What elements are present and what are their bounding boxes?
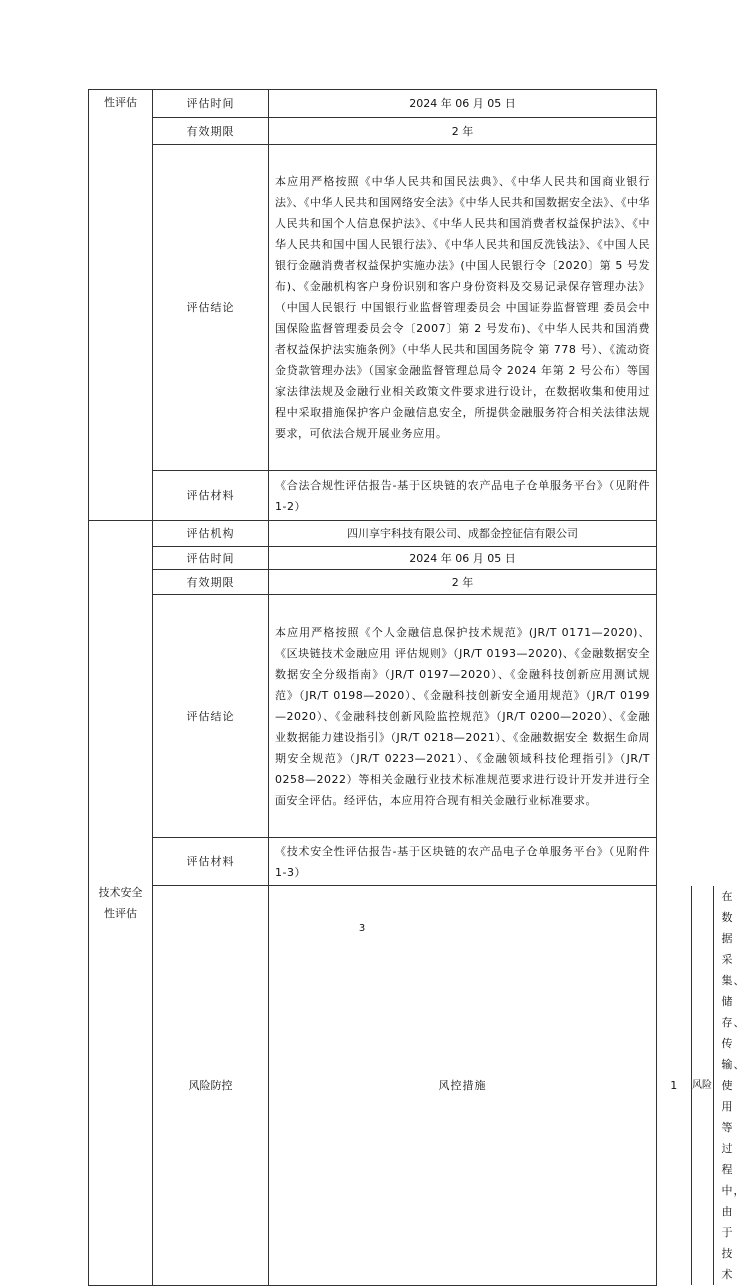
risk-index: 1 xyxy=(657,886,691,1285)
page-number: 3 xyxy=(358,923,366,934)
validity-label: 有效期限 xyxy=(153,118,269,145)
risk-measure-inner: 1 风险 在数据采集、储存、传输、使用等过程中，由于技术 xyxy=(657,886,713,1285)
eval-time-value: 2024 年 06 月 05 日 xyxy=(269,547,657,570)
risk-sub-label: 风险 xyxy=(691,886,713,1285)
section-label-tech-security: 技术安全性评估 xyxy=(89,521,153,1286)
eval-time-value: 2024 年 06 月 05 日 xyxy=(269,90,657,118)
material-label: 评估材料 xyxy=(153,471,269,521)
conclusion-text: 本应用严格按照《个人金融信息保护技术规范》(JR/T 0171—2020)、《区块链技术金融应用 评估规则》（JR/T 0193—2020)、《金融数据安全 数据安全分级指南》（JR/T 0197—2020）、《金融科技创新应用测试规范》（JR/T 0198—2020）、《金融科技创新安全通用规范》（JR/T 0199—2020）、《金融科技创新风险监控规范》（JR/T 0200—2020）、《金融业数据能力建设指引》（JR/T 0218—2021）、《金融数据安全 数据生命周期安全规范》（JR/T 0223—2021）、《金融领域科技伦理指引》（JR/T 0258—2022）等相关金融行业技术标准规范要求进行设计开发并进行全面安全评估。经评估，本应用符合现有相关金融行业标准要求。 xyxy=(269,595,657,838)
eval-org-value: 四川享宇科技有限公司、成都金控征信有限公司 xyxy=(269,521,657,547)
validity-value: 2 年 xyxy=(269,118,657,145)
validity-value: 2 年 xyxy=(269,570,657,595)
eval-time-label: 评估时间 xyxy=(153,90,269,118)
validity-label: 有效期限 xyxy=(153,570,269,595)
risk-measure-label: 风控措施 xyxy=(269,886,657,1286)
evaluation-table xyxy=(88,89,746,1286)
material-label: 评估材料 xyxy=(153,838,269,886)
material-text: 《合法合规性评估报告-基于区块链的农产品电子仓单服务平台》（见附件 1-2） xyxy=(269,471,657,521)
conclusion-label: 评估结论 xyxy=(153,145,269,471)
eval-time-label: 评估时间 xyxy=(153,547,269,570)
section-label-risk: 风险防控 xyxy=(153,886,269,1286)
material-text: 《技术安全性评估报告-基于区块链的农产品电子仓单服务平台》（见附件 1-3） xyxy=(269,838,657,886)
section-label-compliance: 性评估 xyxy=(89,90,153,521)
conclusion-label: 评估结论 xyxy=(153,595,269,838)
conclusion-text: 本应用严格按照《中华人民共和国民法典》、《中华人民共和国商业银行法》、《中华人民共和国网络安全法》《中华人民共和国数据安全法》、《中华人民共和国个人信息保护法》、《中华人民共和国消费者权益保护法》、《中华人民共和国中国人民银行法》、《中华人民共和国反洗钱法》、《中国人民银行金融消费者权益保护实施办法》(中国人民银行令〔2020〕第 5 号发布)、《金融机构客户身份识别和客户身份资料及交易记录保存管理办法》（中国人民银行 中国银行业监督管理委员会 中国证券监督管理 委员会中国保险监督管理委员会令〔2007〕第 2 号发布)、《中华人民共和国消费者权益保护法实施条例》（中华人民共和国国务院令 第 778 号）、《流动资金贷款管理办法》（国家金融监督管理总局令 2024 年第 2 号公布）等国家法律法规及金融行业相关政策文件要求进行设计，在数据收集和使用过程中采取措施保护客户金融信息安全，所提供金融服务符合相关法律法规要求，可依法合规开展业务应用。 xyxy=(269,145,657,471)
eval-org-label: 评估机构 xyxy=(153,521,269,547)
